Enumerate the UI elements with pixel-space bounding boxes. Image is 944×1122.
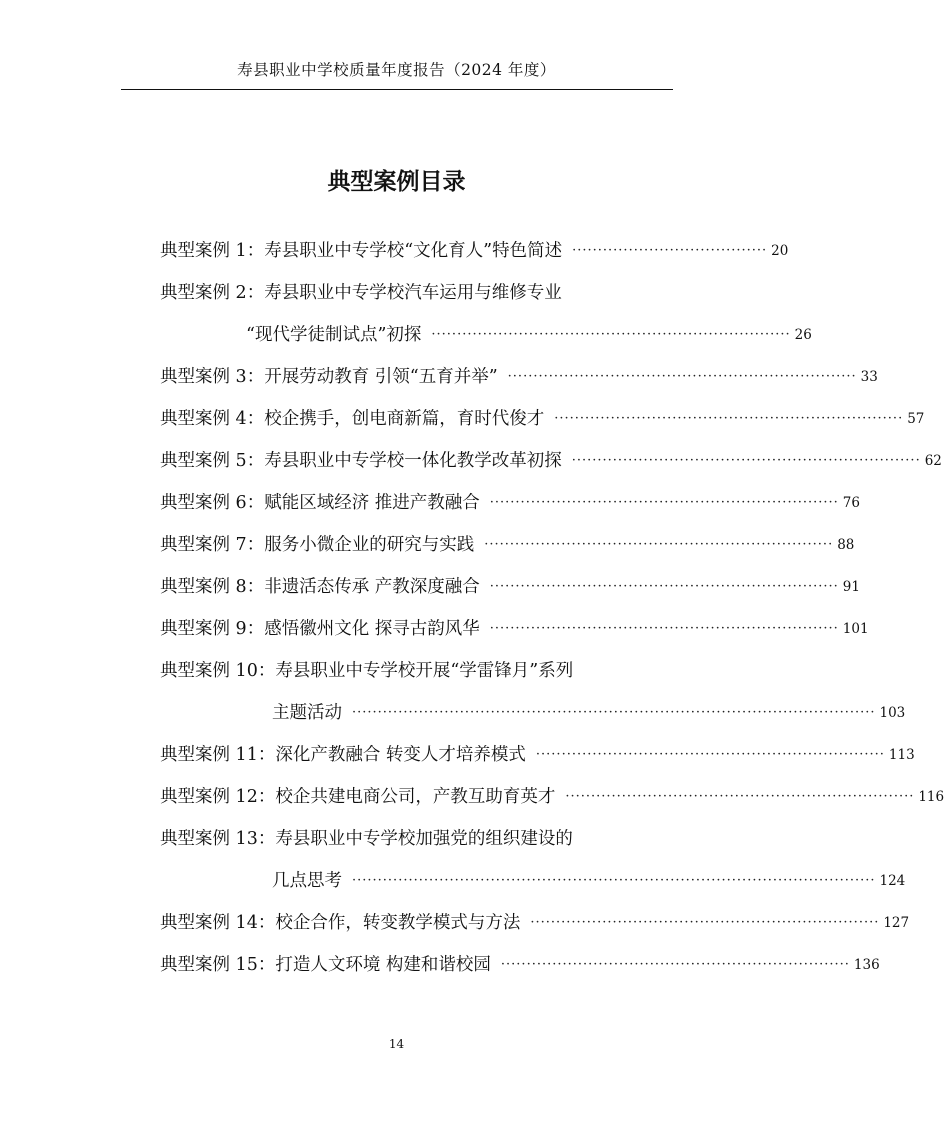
toc-leader-dots: ···································································· (489, 579, 839, 594)
toc-entry-title: 主题活动 (272, 703, 342, 723)
toc-entry-label: 典型案例 5： (160, 451, 265, 471)
toc-leader-dots: ···································································· (484, 537, 834, 552)
toc-leader-dots: ···································································· (571, 453, 921, 468)
toc-entry-page: 33 (860, 369, 878, 385)
toc-entry-title: 几点思考 (272, 871, 342, 891)
toc-leader-dots: ···································································· (489, 621, 839, 636)
toc-entry-label: 典型案例 7： (160, 535, 265, 555)
toc-entry-label: 典型案例 12： (160, 787, 276, 807)
toc-leader-dots: ······································································ (431, 327, 791, 342)
toc-entry-page: 103 (879, 705, 906, 721)
toc-entry-12[interactable] (160, 770, 944, 812)
toc-entry-title: 寿县职业中专学校一体化教学改革初探 (264, 451, 562, 471)
toc-entry-title: 打造人文环境 构建和谐校园 (275, 955, 491, 975)
toc-leader-dots: ···································································· (500, 957, 850, 972)
toc-entry-title: 寿县职业中专学校汽车运用与维修专业 (264, 283, 562, 303)
toc-entry-title: 感悟徽州文化 探寻古韵风华 (264, 619, 480, 639)
running-header: 寿县职业中学校质量年度报告（2024 年度） (237, 61, 556, 79)
toc-entry-title: 校企合作，转变教学模式与方法 (275, 913, 521, 933)
toc-entry-title: 开展劳动教育 引领“五育并举” (264, 367, 498, 387)
toc-leader-dots: ···································································· (530, 915, 880, 930)
toc-entry-page: 127 (883, 915, 910, 931)
toc-entry-title: 寿县职业中专学校“文化育人”特色简述 (264, 241, 563, 261)
toc-entry-5[interactable] (160, 434, 942, 476)
toc-entry-title: 赋能区域经济 推进产教融合 (264, 493, 480, 513)
page-title: 典型案例目录 (327, 169, 466, 195)
toc-entry-14[interactable] (160, 896, 910, 938)
toc-entry-4[interactable] (160, 392, 925, 434)
page-number: 14 (388, 1037, 405, 1051)
toc-entry-title: “现代学徒制试点”初探 (246, 325, 422, 345)
toc-entry-label: 典型案例 15： (160, 955, 276, 975)
toc-entry-title: 深化产教融合 转变人才培养模式 (275, 745, 526, 765)
toc-entry-label: 典型案例 13： (160, 829, 276, 849)
toc-entry-label: 典型案例 9： (160, 619, 265, 639)
toc-entry-title: 校企共建电商公司，产教互助育英才 (275, 787, 556, 807)
header-rule (121, 89, 673, 90)
toc-leader-dots: ···································································· (507, 369, 857, 384)
toc-entry-10[interactable] (160, 644, 675, 686)
toc-entry-page: 88 (837, 537, 855, 553)
toc-entry-label: 典型案例 14： (160, 913, 276, 933)
toc-leader-dots: ···································································· (554, 411, 904, 426)
toc-entry-7[interactable] (160, 518, 855, 560)
toc-leader-dots: ···································································· (565, 789, 915, 804)
toc-entry-title: 寿县职业中专学校开展“学雷锋月”系列 (275, 661, 574, 681)
toc-entry-label: 典型案例 6： (160, 493, 265, 513)
toc-entry-page: 57 (907, 411, 925, 427)
toc-entry-11[interactable] (160, 728, 915, 770)
toc-entry-label: 典型案例 4： (160, 409, 265, 429)
toc-entry-15[interactable] (160, 938, 880, 980)
toc-entry-page: 26 (794, 327, 812, 343)
toc-entry-label: 典型案例 10： (160, 661, 276, 681)
toc-entry-title: 寿县职业中专学校加强党的组织建设的 (275, 829, 573, 849)
toc-leader-dots: ···································································· (535, 747, 885, 762)
toc-entry-2[interactable] (160, 266, 675, 308)
toc-entry-13[interactable] (160, 812, 675, 854)
toc-leader-dots: ······································································································ (352, 705, 876, 720)
toc-entry-label: 典型案例 2： (160, 283, 265, 303)
toc-entry-page: 101 (842, 621, 869, 637)
toc-entry-6[interactable] (160, 476, 860, 518)
toc-entry-page: 62 (924, 453, 942, 469)
toc-entry-page: 113 (888, 747, 915, 763)
toc-entry-label: 典型案例 8： (160, 577, 265, 597)
toc-entry-title: 校企携手，创电商新篇，育时代俊才 (264, 409, 545, 429)
toc-entry-page: 76 (842, 495, 860, 511)
toc-entry-label: 典型案例 3： (160, 367, 265, 387)
toc-leader-dots: ···································································· (489, 495, 839, 510)
toc-entry-label: 典型案例 11： (160, 745, 276, 765)
toc-list (160, 224, 944, 980)
toc-leader-dots: ······································ (572, 243, 768, 258)
toc-entry-page: 91 (842, 579, 860, 595)
toc-entry-page: 136 (853, 957, 880, 973)
toc-entry-title: 非遗活态传承 产教深度融合 (264, 577, 480, 597)
toc-entry-3[interactable] (160, 350, 878, 392)
toc-entry-page: 124 (879, 873, 906, 889)
toc-entry-13-continued[interactable] (160, 854, 906, 896)
toc-leader-dots: ······································································································ (352, 873, 876, 888)
toc-entry-page: 116 (918, 789, 944, 805)
toc-entry-9[interactable] (160, 602, 869, 644)
toc-entry-10-continued[interactable] (160, 686, 906, 728)
toc-entry-1[interactable] (160, 224, 789, 266)
toc-entry-page: 20 (771, 243, 789, 259)
toc-entry-title: 服务小微企业的研究与实践 (264, 535, 475, 555)
toc-entry-2-continued[interactable] (160, 308, 812, 350)
toc-entry-label: 典型案例 1： (160, 241, 265, 261)
toc-entry-8[interactable] (160, 560, 860, 602)
